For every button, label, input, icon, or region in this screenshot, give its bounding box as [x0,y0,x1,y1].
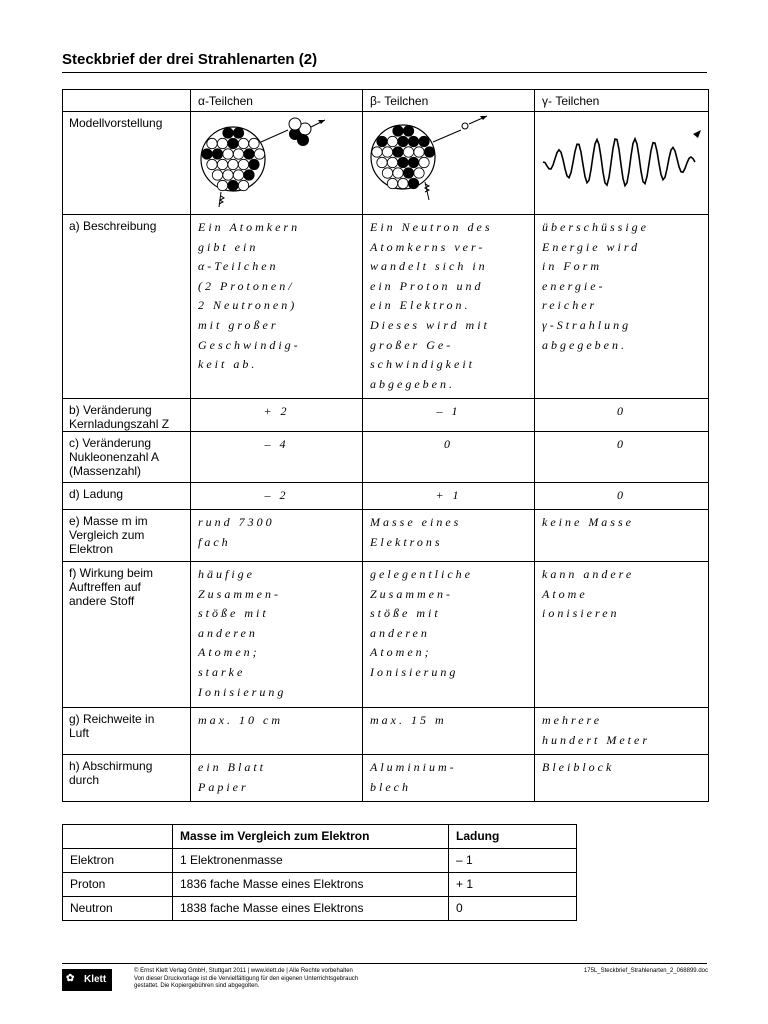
table-row [63,708,709,755]
particle-mass: 1836 fache Masse eines Elektrons [173,873,449,897]
header-mass: Masse im Vergleich zum Elektron [173,825,449,849]
row-label: f) Wirkung beim Auftreffen auf andere Stoff [63,562,191,708]
nucleon [377,157,387,167]
nucleon [382,147,392,157]
table-row [63,873,577,897]
nucleon [408,178,418,188]
nucleon [217,159,227,169]
gamma-mass: keine Masse [535,510,709,562]
page-title: Steckbrief der drei Strahlenarten (2) [62,51,318,68]
nucleon [228,159,238,169]
nucleon [393,126,403,136]
nucleon [419,136,429,146]
nucleon [233,128,243,138]
nucleon [212,149,222,159]
model-label: Modellvorstellung [63,112,191,215]
nucleon [223,128,233,138]
table-row [63,562,709,708]
title-divider [62,72,707,73]
nucleon [233,170,243,180]
radiation-profile-table [62,89,709,802]
header-alpha: α-Teilchen [191,90,363,112]
nucleon [408,157,418,167]
table-row [63,215,709,399]
nucleon [249,159,259,169]
nucleon [207,138,217,148]
gamma-nucleon-change: 0 [535,432,709,483]
footer-divider [62,963,707,964]
table-header-row [63,90,709,112]
nucleon [244,170,254,180]
alpha-charge-change: + 2 [191,399,363,432]
row-label: d) Ladung [63,483,191,510]
beta-model-illustration [363,112,535,215]
nucleon [414,147,424,157]
alpha-range: max. 10 cm [191,708,363,755]
row-label: h) Abschirmung durch [63,755,191,802]
row-label: a) Beschreibung [63,215,191,399]
nucleon [238,138,248,148]
gamma-wave-illustration [535,112,709,215]
nucleon [414,168,424,178]
nucleon [393,147,403,157]
table-row [63,510,709,562]
nucleon [377,136,387,146]
nucleon [403,168,413,178]
nucleon [387,157,397,167]
nucleon [217,138,227,148]
particle-mass: 1838 fache Masse eines Elektrons [173,897,449,921]
nucleon [254,149,264,159]
alpha-mass: rund 7300 fach [191,510,363,562]
table-row [63,755,709,802]
alpha-charge: – 2 [191,483,363,510]
nucleon [244,149,254,159]
table-row [63,849,577,873]
beta-nucleon-change: 0 [363,432,535,483]
nucleon [202,149,212,159]
row-label: e) Masse m im Vergleich zum Elektron [63,510,191,562]
table-row [63,399,709,432]
particle-name: Neutron [63,897,173,921]
alpha-effect: häufige Zusammen- stöße mit anderen Atomen; starke Ionisierung [191,562,363,708]
nucleon [382,168,392,178]
header-charge: Ladung [449,825,577,849]
table-row [63,897,577,921]
nucleon [212,170,222,180]
nucleon [223,170,233,180]
beta-charge-change: – 1 [363,399,535,432]
beta-effect: gelegentliche Zusammen- stöße mit anderen Atomen; Ionisierung [363,562,535,708]
nucleon [228,180,238,190]
nucleon [207,159,217,169]
header-beta: β- Teilchen [363,90,535,112]
particle-mass: 1 Elektronenmasse [173,849,449,873]
nucleon [228,138,238,148]
row-label: g) Reichweite in Luft [63,708,191,755]
gamma-description: überschüssige Energie wird in Form energie- reicher γ-Strahlung abgegeben. [535,215,709,399]
nucleon [424,147,434,157]
gamma-effect: kann andere Atome ionisieren [535,562,709,708]
nucleon [403,147,413,157]
nucleon [403,126,413,136]
nucleon [249,138,259,148]
alpha-nucleon-change: – 4 [191,432,363,483]
nucleon [398,178,408,188]
alpha-description: Ein Atomkern gibt ein α-Teilchen (2 Protonen/ 2 Neutronen) mit großer Geschwindig- keit ab. [191,215,363,399]
table-row [63,483,709,510]
particle-name: Proton [63,873,173,897]
beta-shielding: Aluminium- blech [363,755,535,802]
particle-charge: – 1 [449,849,577,873]
beta-mass: Masse eines Elektrons [363,510,535,562]
nucleon [223,149,233,159]
header-gamma: γ- Teilchen [535,90,709,112]
gamma-charge: 0 [535,483,709,510]
table-header-row [63,825,577,849]
table-row [63,432,709,483]
row-label: b) Veränderung Kernladungszahl Z [63,399,191,432]
beta-charge: + 1 [363,483,535,510]
alpha-model-illustration [191,112,363,215]
nucleon [408,136,418,146]
nucleon [217,180,227,190]
nucleon [393,168,403,178]
gamma-charge-change: 0 [535,399,709,432]
particle-charge: + 1 [449,873,577,897]
copyright-text: © Ernst Klett Verlag GmbH, Stuttgart 2011 | www.klett.de | Alle Rechte vorbehalten Von dieser Druckvorlage ist die Vervielfältigung für den eigenen Unterrichtsgebrauch gestattet. Die Kopiergebühren sind abgegolten. [134,968,359,989]
particle-name: Elektron [63,849,173,873]
nucleon [387,136,397,146]
header-empty [63,825,173,849]
header-empty [63,90,191,112]
beta-description: Ein Neutron des Atomkerns ver- wandelt sich in ein Proton und ein Elektron. Dieses wird mit großer Ge- schwindigkeit abgegeben. [363,215,535,399]
nucleon [372,147,382,157]
nucleon [238,159,248,169]
particle-charge: 0 [449,897,577,921]
beta-range: max. 15 m [363,708,535,755]
alpha-shielding: ein Blatt Papier [191,755,363,802]
nucleon [387,178,397,188]
nucleon [398,136,408,146]
gamma-range: mehrere hundert Meter [535,708,709,755]
gamma-shielding: Bleiblock [535,755,709,802]
klett-logo [62,969,112,991]
model-row [63,112,709,215]
klett-logo-icon: ✿ [66,973,75,984]
particle-comparison-table [62,824,577,921]
nucleon [398,157,408,167]
nucleon [233,149,243,159]
klett-logo-text: Klett [84,974,107,985]
row-label: c) Veränderung Nukleonenzahl A (Massenzahl) [63,432,191,483]
nucleon [419,157,429,167]
file-name: 175L_Steckbrief_Strahlenarten_2_068899.doc [583,968,708,974]
nucleon [238,180,248,190]
